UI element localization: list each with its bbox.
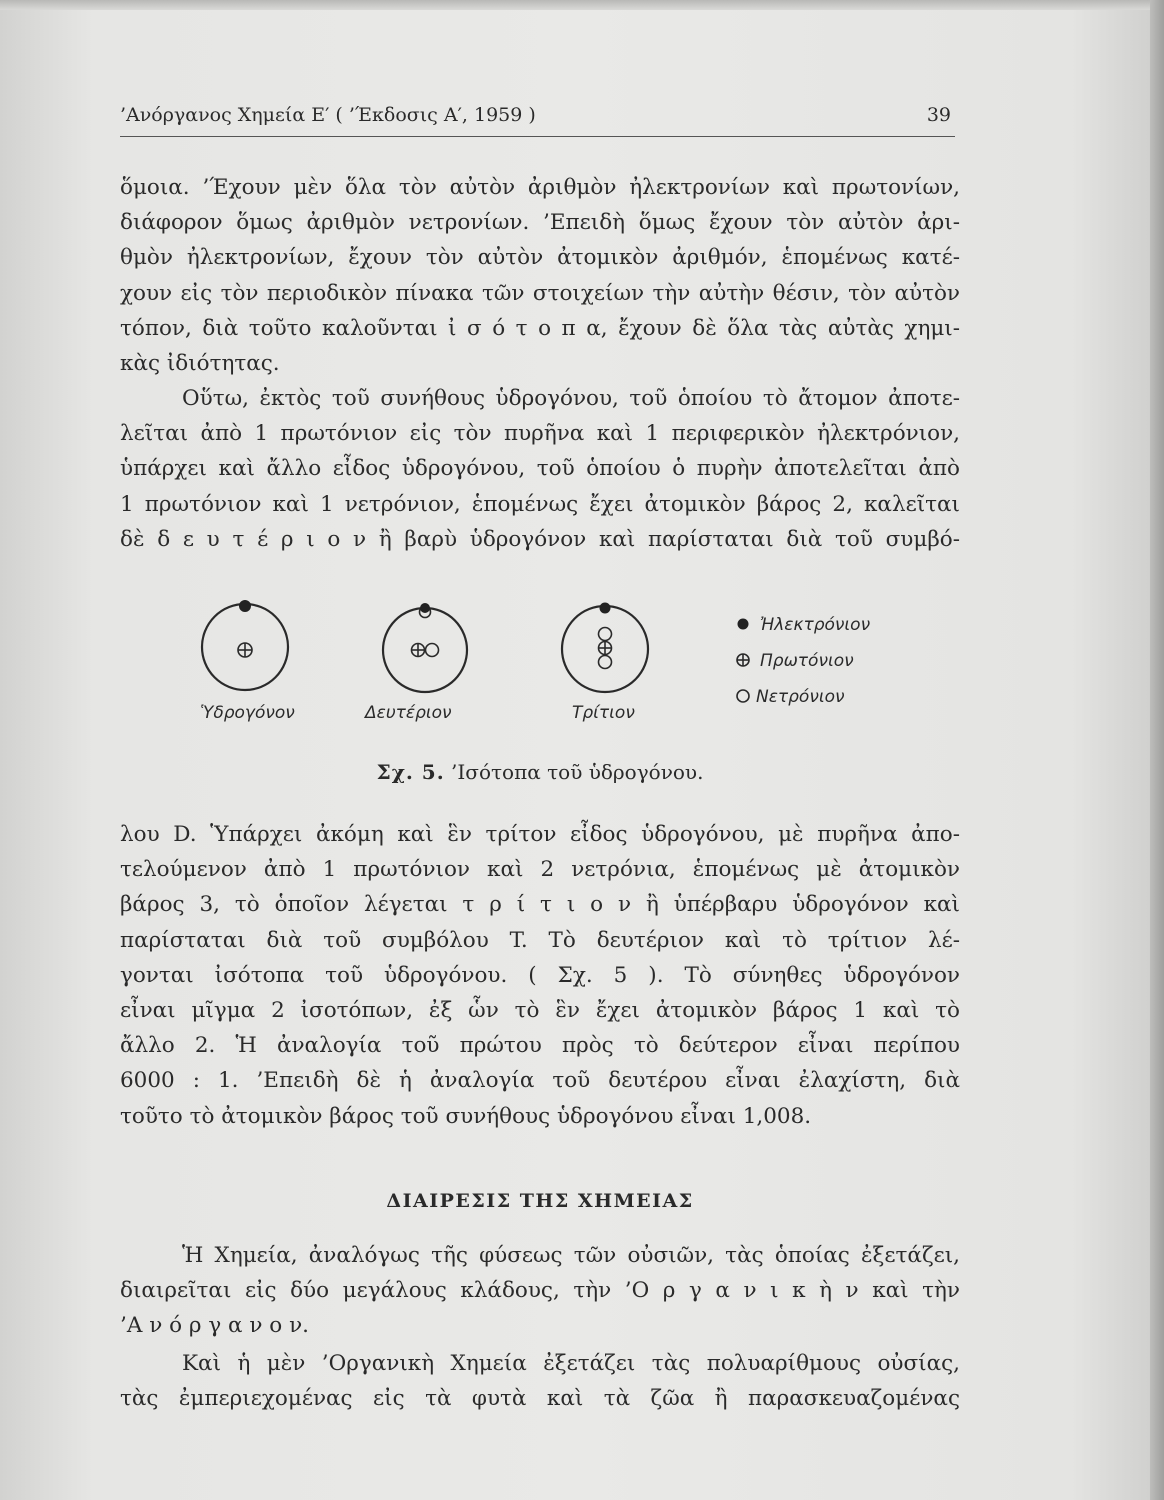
proton-symbol [412, 644, 425, 657]
tritium-atom [562, 603, 648, 724]
text-line: χουν εἰς τὸν περιοδικὸν πίνακα τῶν στοιχείων τὴν αὐτὴν θέσιν, τὸν αὐτὸν [120, 280, 960, 306]
paragraph-5 [120, 1346, 960, 1416]
text-line: ὅμοια. ’Έχουν μὲν ὅλα τὸν αὐτὸν ἀριθμὸν ἠλεκτρονίων καὶ πρωτονίων, [120, 175, 960, 200]
neutron-symbol [599, 656, 612, 669]
text-line: ’Α ν ό ρ γ α ν ο ν. [120, 1313, 309, 1339]
electron-dot [420, 603, 430, 613]
text-line: τελούμενον ἀπὸ 1 πρωτόνιον καὶ 2 νετρόνια, ἑπομένως μὲ ἀτομικὸν [120, 857, 960, 883]
text-line: γονται ἰσότοπα τοῦ ὑδρογόνου. ( Σχ. 5 ). Τὸ σύνηθες ὑδρογόνον [120, 962, 960, 988]
text-line: λεῖται ἀπὸ 1 πρωτόνιον εἰς τὸν πυρῆνα καὶ 1 περιφερικὸν ἠλεκτρόνιον, [120, 421, 960, 447]
figure-caption [120, 760, 960, 784]
text-line: ἄλλο 2. Ἡ ἀναλογία τοῦ πρώτου πρὸς τὸ δεύτερον εἶναι περίπου [120, 1033, 960, 1059]
proton-symbol [599, 642, 612, 655]
electron-legend-icon [738, 619, 749, 630]
electron-dot [239, 600, 251, 612]
hydrogen-atom [200, 600, 295, 723]
paragraph-4 [120, 1238, 960, 1344]
text-line: τόπον, διὰ τοῦτο καλοῦνται ἰ σ ό τ ο π α, ἔχουν δὲ ὅλα τὰς αὐτὰς χημι- [120, 315, 960, 341]
figure-legend [737, 615, 871, 707]
text-line: 6000 : 1. ’Επειδὴ δὲ ἡ ἀναλογία τοῦ δευτέρου εἶναι ἐλαχίστη, διὰ [120, 1068, 960, 1094]
text-line: τὰς ἐμπεριεχομένας εἰς τὰ φυτὰ καὶ τὰ ζῶα ἢ παρασκευαζομένας [120, 1386, 960, 1412]
text-line: εἶναι μῖγμα 2 ἰσοτόπων, ἐξ ὧν τὸ ἓν ἔχει ἀτομικὸν βάρος 1 καὶ τὸ [120, 998, 960, 1024]
section-heading: ΔΙΑΙΡΕΣΙΣ ΤΗΣ ΧΗΜΕΙΑΣ [386, 1190, 694, 1212]
text-line: δὲ δ ε υ τ έ ρ ι ο ν ἢ βαρὺ ὑδρογόνον καὶ παρίσταται διὰ τοῦ συμβό- [120, 526, 960, 552]
text-line: Καὶ ἡ μὲν ’Οργανικὴ Χημεία ἐξετάζει τὰς πολυαρίθμους οὐσίας, [182, 1351, 960, 1376]
text-line: Ἡ Χημεία, ἀναλόγως τῆς φύσεως τῶν οὐσιῶν, τὰς ὁποίας ἐξετάζει, [182, 1243, 960, 1268]
electron-dot [600, 603, 611, 614]
text-line: βάρος 3, τὸ ὁποῖον λέγεται τ ρ ί τ ι ο ν ἢ ὑπέρβαρυ ὑδρογόνον καὶ [120, 892, 960, 918]
text-line: θμὸν ἠλεκτρονίων, ἔχουν τὸν αὐτὸν ἀτομικὸν ἀριθμόν, ἑπομένως κατέ- [120, 245, 960, 271]
paragraph-1 [120, 170, 960, 381]
text-line: διαιρεῖται εἰς δύο μεγάλους κλάδους, τὴν ’Ο ρ γ α ν ι κ ὴ ν καὶ τὴν [120, 1278, 960, 1304]
legend-label: Νετρόνιον [756, 687, 845, 707]
neutron-symbol [599, 628, 612, 641]
text-line: 1 πρωτόνιον καὶ 1 νετρόνιον, ἑπομένως ἔχει ἀτομικὸν βάρος 2, καλεῖται [120, 491, 960, 517]
isotopes-figure [180, 590, 960, 730]
proton-symbol [238, 643, 252, 657]
header-title: ’Ανόργανος Χημεία Ε′ ( ’Έκδοσις Α′, 1959 ) [120, 104, 536, 126]
atom-label: Ὑδρογόνον [200, 703, 295, 723]
text-line: ὑπάρχει καὶ ἄλλο εἶδος ὑδρογόνου, τοῦ ὁποίου ὁ πυρὴν ἀποτελεῖται ἀπὸ [120, 456, 960, 482]
atom-label: Τρίτιον [572, 703, 635, 723]
text-line: κὰς ἰδιότητας. [120, 351, 280, 377]
legend-label: Ἠλεκτρόνιον [760, 615, 871, 635]
page-top-edge [0, 0, 1164, 10]
deuterium-atom [363, 603, 467, 723]
text-line: παρίσταται διὰ τοῦ συμβόλου T. Τὸ δευτέριον καὶ τὸ τρίτιον λέ- [120, 927, 960, 953]
text-line: τοῦτο τὸ ἀτομικὸν βάρος τοῦ συνήθους ὑδρογόνου εἶναι 1,008. [120, 1103, 812, 1129]
legend-label: Πρωτόνιον [760, 651, 854, 671]
paragraph-2 [120, 381, 960, 557]
text-line: διάφορον ὅμως ἀριθμὸν νετρονίων. ’Επειδὴ ὅμως ἔχουν τὸν αὐτὸν ἀρι- [120, 210, 960, 236]
running-header [120, 100, 955, 137]
neutron-symbol [426, 644, 439, 657]
paragraph-3 [120, 817, 960, 1134]
caption-text: ’Ισότοπα τοῦ ὑδρογόνου. [451, 760, 704, 784]
neutron-legend-icon [737, 690, 749, 702]
atom-label: Δευτέριον [365, 703, 452, 723]
figure-number: Σχ. 5. [376, 760, 445, 784]
page-right-edge [1150, 0, 1164, 1500]
text-line: λου D. Ὑπάρχει ἀκόμη καὶ ἓν τρίτον εἶδος ὑδρογόνου, μὲ πυρῆνα ἀπο- [120, 822, 960, 847]
proton-legend-icon [737, 654, 749, 666]
page-number: 39 [926, 104, 951, 126]
text-line: Οὕτω, ἐκτὸς τοῦ συνήθους ὑδρογόνου, τοῦ ὁποίου τὸ ἄτομον ἀποτε- [182, 386, 960, 411]
